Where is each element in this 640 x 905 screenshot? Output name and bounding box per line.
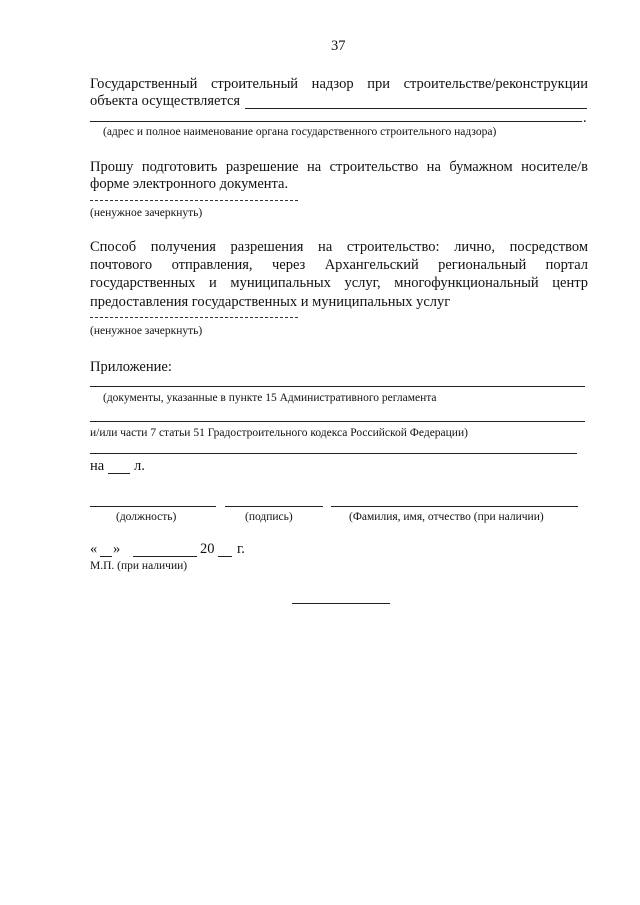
supervision-text bbox=[90, 75, 588, 93]
request-dashed-line bbox=[90, 200, 298, 201]
pages-suffix: л. bbox=[134, 458, 145, 474]
request-text bbox=[90, 158, 588, 176]
date-year-suffix: г. bbox=[237, 541, 245, 557]
name-label: (Фамилия, имя, отчество (при наличии) bbox=[349, 511, 544, 523]
appendix-title: Приложение: bbox=[90, 359, 172, 375]
date-month-field[interactable] bbox=[133, 556, 197, 557]
receipt-text bbox=[90, 238, 588, 292]
receipt-dashed-line bbox=[90, 317, 298, 318]
name-field[interactable] bbox=[331, 506, 578, 507]
position-label: (должность) bbox=[116, 511, 177, 523]
date-year-prefix: 20 bbox=[200, 541, 215, 557]
supervision-address-line[interactable] bbox=[90, 121, 582, 122]
request-caption: (ненужное зачеркнуть) bbox=[90, 207, 203, 219]
receipt-line-2: почтового отправления, через Архангельский региональный портал bbox=[90, 257, 588, 273]
date-close-quote: » bbox=[113, 541, 121, 557]
receipt-caption: (ненужное зачеркнуть) bbox=[90, 325, 203, 337]
supervision-caption: (адрес и полное наименование органа государственного строительного надзора) bbox=[103, 126, 497, 138]
receipt-line-1: Способ получения разрешения на строительство: лично, посредством bbox=[90, 239, 588, 255]
page-number: 37 bbox=[331, 38, 346, 54]
date-open-quote: « bbox=[90, 541, 98, 557]
appendix-line-1[interactable] bbox=[90, 386, 585, 387]
date-day-field[interactable] bbox=[100, 556, 112, 557]
date-year-field[interactable] bbox=[218, 556, 232, 557]
receipt-line-3: государственных и муниципальных услуг, многофункциональный центр bbox=[90, 275, 588, 291]
appendix-line-2[interactable] bbox=[90, 421, 585, 422]
appendix-caption-1: (документы, указанные в пункте 15 Административного регламента bbox=[103, 392, 437, 404]
request-line-1: Прошу подготовить разрешение на строительство на бумажном носителе/в bbox=[90, 159, 588, 175]
stamp-label: М.П. (при наличии) bbox=[90, 560, 188, 572]
position-field[interactable] bbox=[90, 506, 216, 507]
pages-prefix: на bbox=[90, 458, 105, 474]
supervision-line-1: Государственный строительный надзор при строительстве/реконструкции bbox=[90, 76, 588, 92]
signature-label: (подпись) bbox=[245, 511, 293, 523]
receipt-line-4: предоставления государственных и муниципальных услуг bbox=[90, 294, 451, 310]
appendix-line-3[interactable] bbox=[90, 453, 577, 454]
closing-rule bbox=[292, 603, 390, 604]
signature-field[interactable] bbox=[225, 506, 323, 507]
request-line-2: форме электронного документа. bbox=[90, 176, 289, 192]
pages-count-field[interactable] bbox=[108, 473, 130, 474]
supervision-fill-line[interactable] bbox=[245, 108, 587, 109]
trailing-dot: . bbox=[583, 110, 587, 126]
appendix-caption-2: и/или части 7 статьи 51 Градостроительного кодекса Российской Федерации) bbox=[90, 427, 468, 439]
supervision-line-2: объекта осуществляется bbox=[90, 93, 241, 109]
